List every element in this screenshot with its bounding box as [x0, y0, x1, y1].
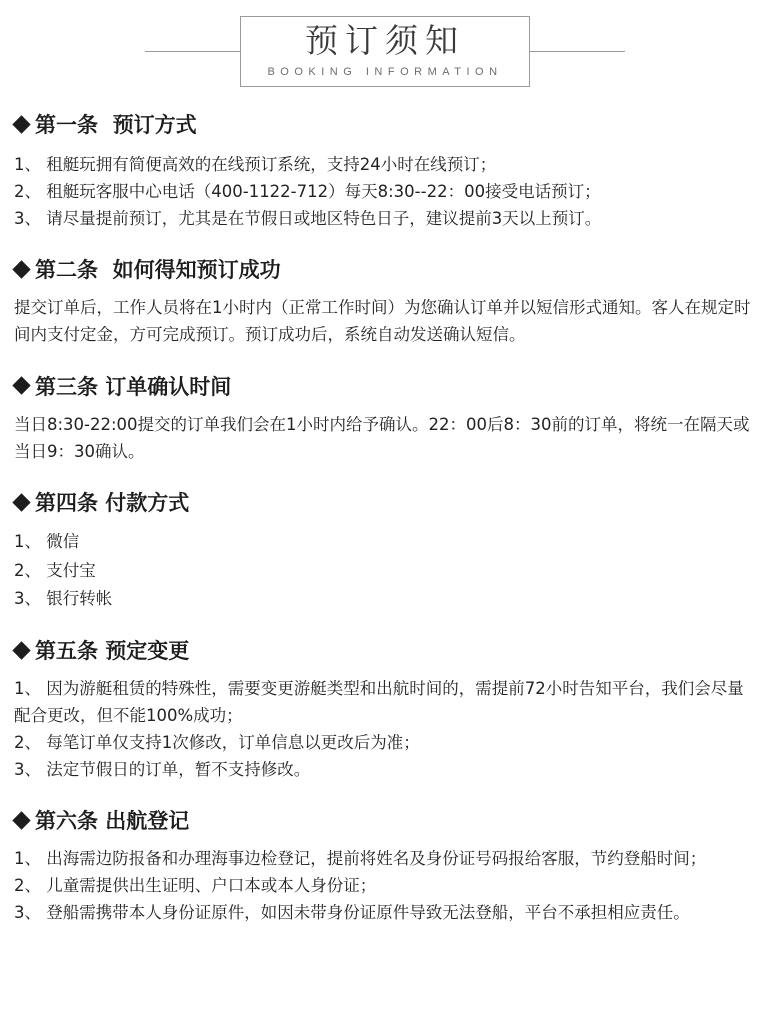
title-box	[240, 16, 529, 87]
title-rule-right	[530, 51, 625, 52]
section-heading-label: 第五条 预定变更	[35, 639, 190, 664]
title-rule-left	[145, 51, 240, 52]
section-list	[14, 528, 756, 613]
section-booking-change	[14, 635, 756, 783]
list-item: 1、 出海需边防报备和办理海事边检登记，提前将姓名及身份证号码报给客服，节约登船时间；	[14, 849, 707, 869]
list-item: 1、 微信	[14, 532, 80, 552]
list-item: 3、 银行转帐	[14, 589, 113, 609]
section-heading-label: 第一条 预订方式	[35, 113, 197, 138]
section-heading	[14, 805, 756, 835]
section-heading-label: 第六条 出航登记	[35, 809, 190, 834]
list-item: 3、 请尽量提前预订，尤其是在节假日或地区特色日子，建议提前3天以上预订。	[14, 208, 602, 228]
section-heading	[14, 635, 756, 665]
list-item: 3、 法定节假日的订单，暂不支持修改。	[14, 759, 311, 779]
section-heading	[14, 487, 756, 517]
section-payment-method	[14, 487, 756, 613]
section-confirm-success	[14, 254, 756, 348]
paragraph: 提交订单后，工作人员将在1小时内（正常工作时间）为您确认订单并以短信形式通知。客人在规定时间内支付定金，方可完成预订。预订成功后，系统自动发送确认短信。	[14, 298, 751, 345]
section-heading	[14, 371, 756, 401]
list-item: 2、 每笔订单仅支持1次修改，订单信息以更改后为准；	[14, 732, 420, 752]
page-title: 预订须知	[304, 21, 465, 60]
section-confirm-time	[14, 371, 756, 465]
diamond-bullet-icon	[12, 260, 30, 278]
page-subtitle: BOOKING INFORMATION	[267, 66, 503, 79]
diamond-bullet-icon	[12, 641, 30, 659]
section-heading-label: 第三条 订单确认时间	[35, 374, 232, 399]
list-item: 1、 因为游艇租赁的特殊性，需要变更游艇类型和出航时间的，需提前72小时告知平台，我们会尽量配合更改，但不能100%成功；	[14, 679, 744, 726]
list-item: 1、 租艇玩拥有简便高效的在线预订系统，支持24小时在线预订；	[14, 155, 497, 175]
list-item: 2、 支付宝	[14, 560, 96, 580]
document-header	[14, 0, 756, 93]
section-list	[14, 152, 756, 232]
diamond-bullet-icon	[12, 115, 30, 133]
list-item: 2、 儿童需提供出生证明、户口本或本人身份证；	[14, 876, 377, 896]
section-list	[14, 676, 756, 783]
title-row	[14, 16, 756, 87]
section-departure-registration	[14, 805, 756, 926]
section-heading-label: 第四条 付款方式	[35, 491, 190, 516]
section-heading	[14, 109, 756, 139]
paragraph: 当日8:30-22:00提交的订单我们会在1小时内给予确认。22：00后8：30前的订单，将统一在隔天或当日9：30确认。	[14, 414, 750, 461]
diamond-bullet-icon	[12, 377, 30, 395]
diamond-bullet-icon	[12, 493, 30, 511]
list-item: 2、 租艇玩客服中心电话（400-1122-712）每天8:30--22：00接受电话预订；	[14, 182, 601, 202]
section-heading	[14, 254, 756, 284]
section-list	[14, 846, 756, 926]
section-heading-label: 第二条 如何得知预订成功	[35, 258, 281, 283]
list-item: 3、 登船需携带本人身份证原件，如因未带身份证原件导致无法登船，平台不承担相应责任。	[14, 902, 690, 922]
diamond-bullet-icon	[12, 811, 30, 829]
section-booking-method	[14, 109, 756, 232]
